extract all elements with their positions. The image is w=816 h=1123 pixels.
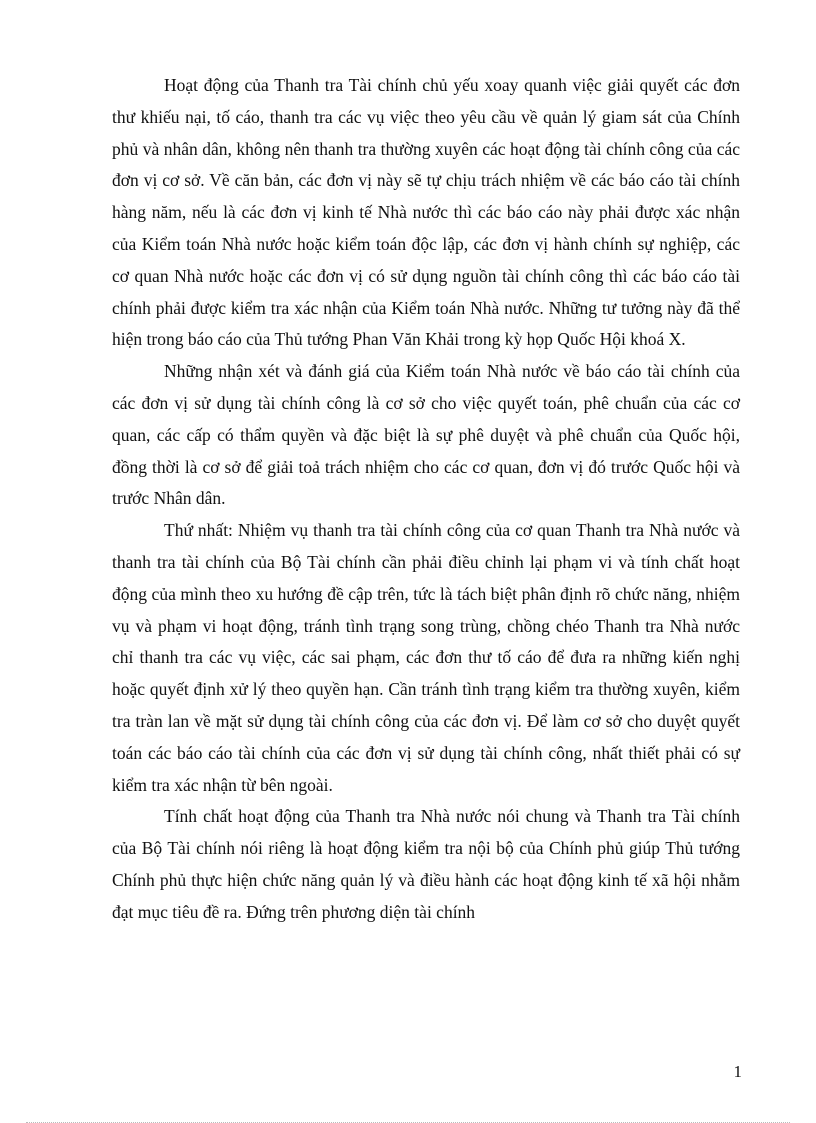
paragraph-4: Tính chất hoạt động của Thanh tra Nhà nước nói chung và Thanh tra Tài chính của Bộ Tài chính nói riêng là hoạt động kiểm tra nội bộ của Chính phủ giúp Thủ tướng Chính phủ thực hiện chức năng quản lý và điều hành các hoạt động kinh tế xã hội nhằm đạt mục tiêu đề ra. Đứng trên phương diện tài chính xyxy=(112,806,740,922)
paragraph-3: Thứ nhất: Nhiệm vụ thanh tra tài chính công của cơ quan Thanh tra Nhà nước và thanh tra tài chính của Bộ Tài chính cần phải điều chỉnh lại phạm vi và tính chất hoạt động của mình theo xu hướng đề cập trên, tức là tách biệt phân định rõ chức năng, nhiệm vụ và phạm vi hoạt động, tránh tình trạng song trùng, chồng chéo Thanh tra Nhà nước chỉ thanh tra các vụ việc, các sai phạm, các đơn thư tố cáo để đưa ra những kiến nghị hoặc quyết định xử lý theo quyền hạn. Cần tránh tình trạng kiểm tra thường xuyên, kiểm tra tràn lan về mặt sử dụng tài chính công của các đơn vị. Để làm cơ sở cho duyệt quyết toán các báo cáo tài chính của các đơn vị sử dụng tài chính công, nhất thiết phải có sự kiểm tra xác nhận từ bên ngoài. xyxy=(112,520,740,795)
paragraph-1: Hoạt động của Thanh tra Tài chính chủ yếu xoay quanh việc giải quyết các đơn thư khiếu nại, tố cáo, thanh tra các vụ việc theo yêu cầu về quản lý giam sát của Chính phủ và nhân dân, không nên thanh tra thường xuyên các hoạt động tài chính công của các đơn vị cơ sở. Về căn bản, các đơn vị này sẽ tự chịu trách nhiệm về các báo cáo tài chính hàng năm, nếu là các đơn vị kinh tế Nhà nước thì các báo cáo này phải được xác nhận của Kiểm toán Nhà nước hoặc kiểm toán độc lập, các đơn vị hành chính sự nghiệp, các cơ quan Nhà nước hoặc các đơn vị có sử dụng nguồn tài chính công thì các báo cáo tài chính phải được kiểm tra xác nhận của Kiểm toán Nhà nước. Những tư tưởng này đã thể hiện trong báo cáo của Thủ tướng Phan Văn Khải trong kỳ họp Quốc Hội khoá X. xyxy=(112,75,740,350)
paragraph-2: Những nhận xét và đánh giá của Kiểm toán Nhà nước về báo cáo tài chính của các đơn vị sử dụng tài chính công là cơ sở cho việc quyết toán, phê chuẩn của các cơ quan, các cấp có thẩm quyền và đặc biệt là sự phê duyệt và phê chuẩn của Quốc hội, đồng thời là cơ sở để giải toả trách nhiệm cho các cơ quan, đơn vị đó trước Quốc hội và trước Nhân dân. xyxy=(112,361,740,509)
body-text xyxy=(112,70,740,929)
page-number: 1 xyxy=(733,1062,742,1081)
